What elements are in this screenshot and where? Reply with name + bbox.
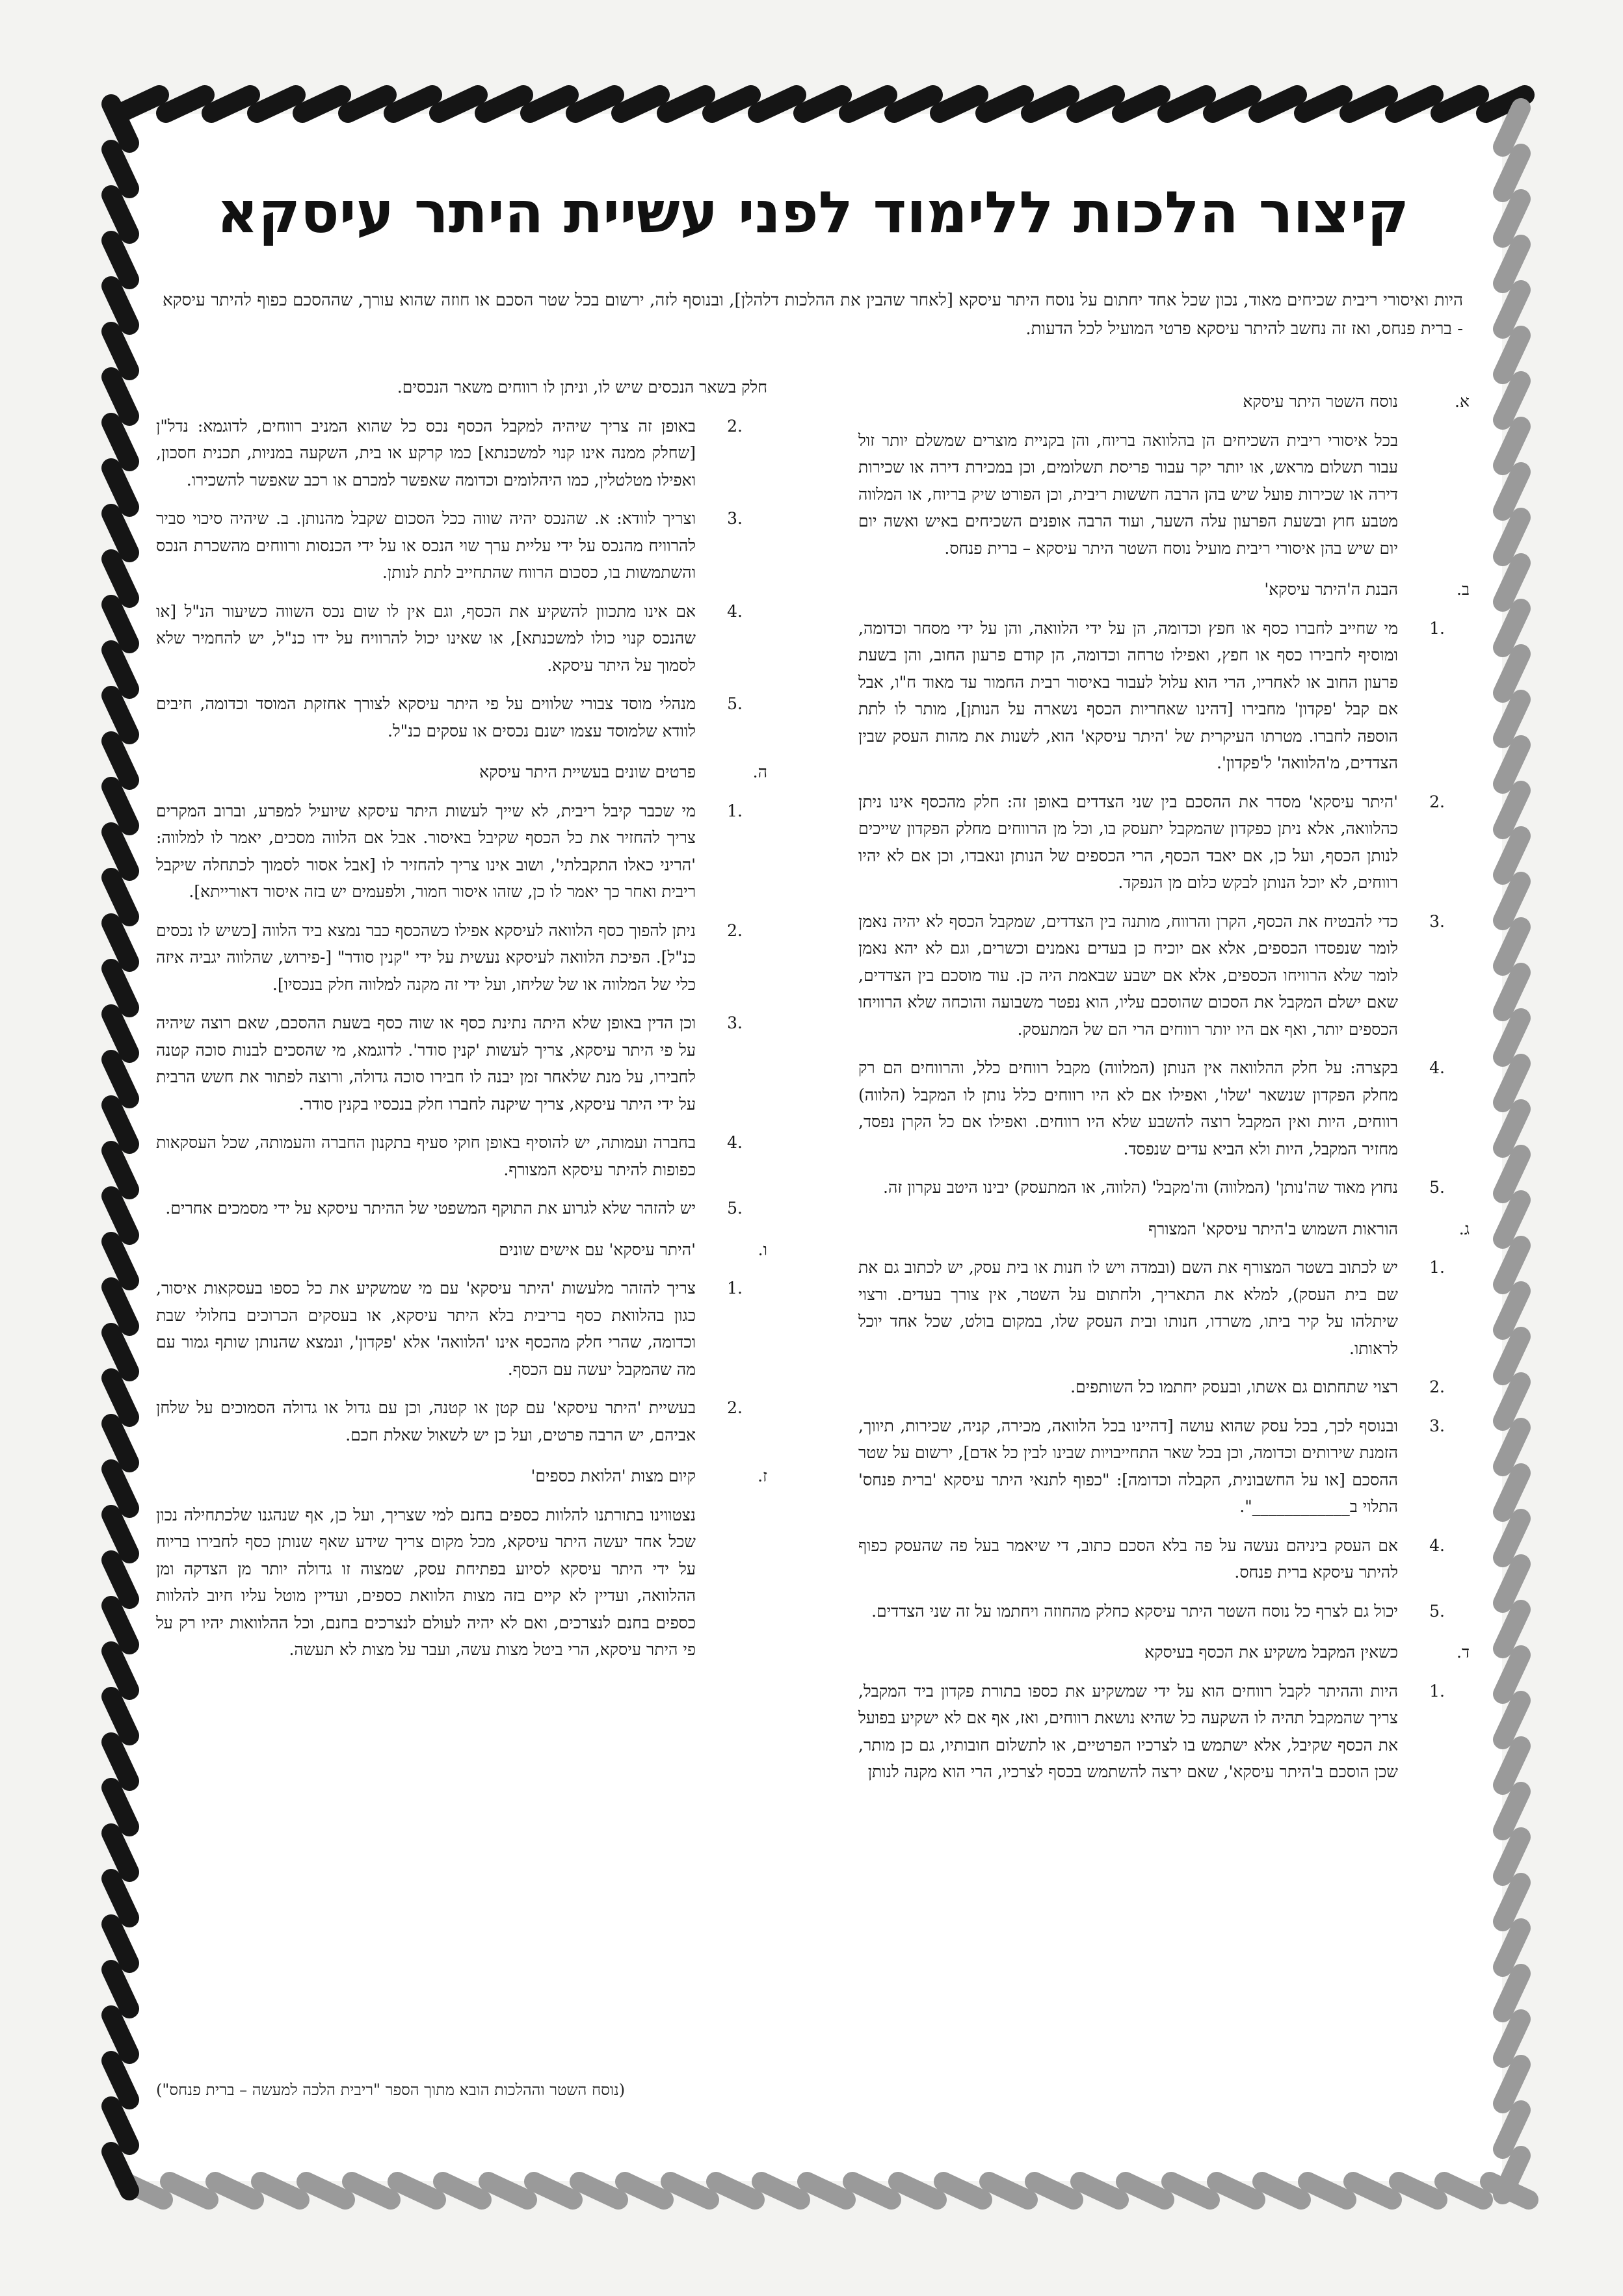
list-item: 2. באופן זה צריך שיהיה למקבל הכסף נכס כל שהוא המניב רווחים, לדוגמא: נדל"ן [שחלק ממנה אינו קנוי למשכנתא] כמו קרקע או בית, השקעה במניות, תכנית חסכון, ואפילו מטלטלין, כמו היהלומים וכדומה שאפשר למכרם או רכב שאפשר להשכירו. [156, 416, 743, 489]
list-item: 4. בחברה ועמותה, יש להוסיף באופן חוקי סעיף בתקנון החברה והעמותה, שכל העסקאות כפופות להיתר עיסקא המצורף. [156, 1133, 743, 1179]
rope-segment [1262, 2182, 1301, 2200]
rope-segment [484, 95, 523, 113]
rope-segment [111, 1378, 129, 1417]
section-letter: ז. [758, 1467, 767, 1485]
list-item: 4. אם העסק ביניהם נעשה על פה בלא הסכם כתוב, די שיאמר בעל פה שהעסק כפוף להיתר עיסקא ברית פנחס. [858, 1535, 1445, 1582]
rope-segment [1503, 381, 1521, 420]
rope-segment [439, 95, 478, 113]
rope-segment [1503, 199, 1521, 238]
rope-segment [1503, 1519, 1521, 1558]
list-item: 4. בקצרה: על חלק ההלוואה אין הנותן (המלווה) מקבל רווחים כלל, והרווחים הם רק מחלק הפקדון שנשאר 'שלו', ואפילו אם לא היו רווחים כלל נותן לו המקבל (הלווה) רווחים, היות ואין המקבל רוצה להשבע שלא היו רווחים. ואפילו אם כל הקרן נפסד, מחזיר המקבל, היות ולא הביא עדים שנפסד. [858, 1058, 1445, 1158]
rope-segment [1503, 472, 1521, 511]
rope-segment [1503, 290, 1521, 329]
rope-segment [111, 696, 129, 735]
rope-segment [1503, 790, 1521, 829]
page-title: קיצור הלכות ללימוד לפני עשיית היתר עיסקא [217, 179, 1409, 246]
rope-segment [1503, 1291, 1521, 1330]
rope-segment [1503, 1109, 1521, 1148]
rope-segment [111, 832, 129, 871]
rope-segment [1503, 1428, 1521, 1467]
list-item: 3. וצריך לוודא: א. שהנכס יהיה שווה ככל הסכום שקבל מהנותן. ב. שיהיה סיכוי סביר להרוויח מהנכס על ידי עליית ערך שוי הנכס או על ידי הכנסות ורווחים מהשכרת הנכס והשתמשות בו, כסכום הרווח שהתחייב לתת לנותן. [156, 509, 743, 582]
rope-segment [1031, 95, 1070, 113]
rope-segment [111, 1287, 129, 1326]
rope-segment [1503, 1701, 1521, 1740]
rope-segment [1304, 95, 1343, 113]
list-item: 1. מי שכבר קיבל ריבית, לא שייך לעשות היתר עיסקא שיועיל למפרע, וברוב המקרים צריך להחזיר את כל הכסף שקיבל באיסור. אבל אם הלווה מסכים, יאמר לו למלווה: 'הריני כאלו התקבלתי', ושוב אינו צריך להחזיר לו [אבל אסור לסמוך לכתחלה שיקבל ריבית ואחר כך יאמר לו כן, שזהו איסור חמור, ולפעמים יש בזה איסור דאורייתא]. [156, 801, 743, 901]
section-title: פרטים שונים בעשיית היתר עיסקא [479, 763, 696, 781]
rope-segment [898, 2182, 937, 2200]
list-item: 1. יש לכתוב בשטר המצורף את השם (ובמדה ויש לו חנות או בית עסק, יש לכתוב גם את שם בית העסק), למלא את התאריך, ולחתום על השטר, אין צורך בעדים. ורצוי שיתלהו על קיר ביתו, משרדו, חנותו ובית העסק שלו, במקום בולט, שכל אחד יוכל לראותו. [858, 1258, 1445, 1358]
rope-segment [1503, 654, 1521, 693]
rope-segment [1503, 927, 1521, 966]
rope-segment [1080, 2182, 1119, 2200]
rope-segment [111, 195, 129, 234]
list-item: 5. נחוץ מאוד שה'נותן' (המלווה) וה'מקבל' (הלווה, או המתעסק) יבינו היטב עקרון זה. [883, 1178, 1445, 1197]
rope-segment [1503, 1018, 1521, 1057]
list-item: 5. יש להזהר שלא לגרוע את התוקף המשפטי של ההיתר עיסקא על ידי מסמכים אחרים. [165, 1199, 743, 1218]
section-f [156, 1236, 767, 1449]
rope-segment [111, 1333, 129, 1372]
list-item: 5. יכול גם לצרף כל נוסח השטר היתר עיסקא כחלק מהחוזה ויחתמו על זה שני הצדדים. [871, 1601, 1445, 1621]
rope-segment [257, 95, 296, 113]
rope-segment [1444, 2182, 1483, 2200]
rope-segment [211, 95, 250, 113]
rope-segment [120, 95, 159, 113]
rope-segment [1349, 95, 1388, 113]
rope-segment [111, 605, 129, 644]
section-g [156, 1463, 767, 1663]
rope-segment [621, 95, 660, 113]
rope-segment [807, 2182, 846, 2200]
rope-segment [530, 95, 569, 113]
continuation-text: חלק בשאר הנכסים שיש לו, וניתן לו רווחים משאר הנכסים. [397, 378, 767, 397]
rope-segment [215, 2182, 254, 2200]
rope-segment [1503, 745, 1521, 784]
section-a [858, 388, 1470, 562]
section-e [156, 759, 767, 1222]
rope-segment [111, 787, 129, 826]
rope-segment [940, 95, 979, 113]
rope-segment [1353, 2182, 1392, 2200]
rope-segment [1503, 517, 1521, 556]
rope-segment [111, 1469, 129, 1508]
rope-segment [111, 2152, 129, 2191]
rope-segment [761, 2182, 800, 2200]
rope-segment [111, 241, 129, 280]
rope-segment [111, 1196, 129, 1235]
rope-segment [1503, 1564, 1521, 1603]
rope-segment [1503, 1746, 1521, 1785]
section-title: הבנת ה'היתר עיסקא' [1264, 580, 1398, 599]
rope-segment [989, 2182, 1028, 2200]
rope-segment [575, 95, 614, 113]
section-c [858, 1216, 1470, 1625]
section-letter: ב. [1457, 580, 1470, 599]
rope-segment [170, 2182, 209, 2200]
rope-segment [111, 286, 129, 325]
list-item: 1. היות וההיתר לקבל רווחים הוא על ידי שמשקיע את כספו בתורת פקדון ביד המקבל, צריך שהמקבל תהיה לו השקעה כל שהיא נושאת רווחים, ואז, אף אם לא ישקיע בפועל את הכסף שקיבל, אלא ישתמש בו לצרכיו הפרטיים, או לתשלום חובותיו, גם כן מותר, שכן הוסכם ב'היתר עיסקא', שאם ירצה להשתמש בכסף לצרכיו, הרי הוא מקנה לנותן [858, 1681, 1445, 1781]
section-title: 'היתר עיסקא' עם אישים שונים [499, 1240, 696, 1259]
rope-segment [348, 95, 387, 113]
rope-segment [1076, 95, 1115, 113]
rope-segment [1035, 2182, 1074, 2200]
rope-segment [1503, 1928, 1521, 1967]
rope-segment [111, 2106, 129, 2145]
rope-segment [111, 923, 129, 962]
rope-segment [1167, 95, 1206, 113]
list-item: 2. בעשיית 'היתר עיסקא' עם קטן או קטנה, וכן עם גדול או גדולה הסמוכים על שלחן אביהם, יש הרבה פרטים, ועל כן יש לשאול שאלת חכם. [156, 1398, 743, 1444]
rope-segment [1503, 1837, 1521, 1876]
list-item: 4. אם אינו מתכוון להשקיע את הכסף, וגם אין לו שום נכס השווה כשיעור הנ"ל [או שהנכס קנוי כולו למשכנתא], או שאינו יכול להרוויח על ידו כנ"ל, יש להחמיר שלא לסמוך על היתר עיסקא. [156, 601, 743, 675]
rope-segment [712, 95, 751, 113]
intro-paragraph: היות ואיסורי ריבית שכיחים מאוד, נכון שכל אחד יחתום על נוסח היתר עיסקא [לאחר שהבין את ההלכות דלהלן], ובנוסף לזה, ירשום בכל שטר הסכם או חוזה שהוא עורך, שההסכם כפוף להיתר עיסקא - ברית פנחס, ואז זה נחשב להיתר עיסקא פרטי המועיל לכל הדעות. [163, 291, 1463, 339]
list-item: 2. 'היתר עיסקא' מסדר את ההסכם בין שני הצדדים באופן זה: חלק מהכסף אינו ניתן כהלוואה, אלא ניתן כפקדון שהמקבל יתעסק בו, וכל מן הרווחים מחלק הפקדון שייכים לנותן הכסף, ועל כן, אם יאבד הכסף, הרי הכספים של הנותן ונאבדו, וכן אם לא יהיו רווחים, לא יוכל הנותן לבקש כלום מן הנפקד. [858, 792, 1445, 892]
rope-segment [111, 1424, 129, 1463]
rope-segment [1503, 244, 1521, 283]
section-body: בכל איסורי ריבית השכיחים הן בהלוואה בריוח, והן בקניית מוצרים שמשלם יותר זול עבור תשלום מראש, או יותר יקר עבור פריסת תשלומים, וכן במכירת דירה או שכירות דירה או שכירות פועל שיש בהן הרבה חששות ריבית, וכן הפורט שיק בריוח, או המלווה מטבע חוץ ובשעת הפרעון עלה השער, ועוד הרבה אופנים השכיחים באיש ואשה יום יום שיש בהן איסורי ריבית מועיל נוסח השטר היתר עיסקא – ברית פנחס. [858, 430, 1398, 558]
rope-segment [1503, 426, 1521, 465]
rope-segment [1503, 1246, 1521, 1285]
rope-segment [111, 2061, 129, 2100]
rope-segment [111, 1014, 129, 1053]
rope-segment [1503, 881, 1521, 920]
rope-segment [894, 95, 933, 113]
rope-segment [111, 468, 129, 507]
section-letter: ו. [758, 1240, 767, 1259]
rope-segment [943, 2182, 983, 2200]
rope-segment [393, 95, 432, 113]
rope-segment [1503, 1337, 1521, 1376]
list-item: 2. ניתן להפוך כסף הלוואה לעיסקא אפילו כשהכסף כבר נמצא ביד הלווה [כשיש לו נכסים כנ"ל]. הפיכת הלוואה לעיסקא נעשית על ידי "קנין סודר" [-פירוש, שהלווה יגביה איזה כלי של המלווה או של שליחו, ועל ידי זה מקנה למלווה חלק בנכסיו]. [156, 920, 743, 994]
rope-segment [111, 1833, 129, 1872]
section-title: נוסח השטר היתר עיסקא [1243, 392, 1398, 411]
rope-segment [1503, 836, 1521, 875]
section-d [858, 1639, 1470, 1786]
rope-segment [111, 1060, 129, 1099]
rope-segment [352, 2182, 391, 2200]
rope-segment [1503, 972, 1521, 1011]
rope-segment [111, 1924, 129, 1963]
section-letter: ה. [752, 763, 767, 781]
rope-segment [306, 2182, 345, 2200]
rope-segment [111, 1606, 129, 1645]
rope-segment [625, 2182, 664, 2200]
rope-segment [1503, 1610, 1521, 1649]
rope-segment [111, 377, 129, 416]
right-column [858, 374, 1470, 1786]
rope-segment [111, 1560, 129, 1599]
rope-segment [1171, 2182, 1210, 2200]
rope-segment [111, 1742, 129, 1781]
rope-segment [111, 559, 129, 598]
rope-segment [1122, 95, 1161, 113]
rope-segment [1503, 1655, 1521, 1694]
section-letter: א. [1455, 392, 1470, 411]
rope-segment [111, 1242, 129, 1281]
rope-segment [111, 1651, 129, 1690]
rope-segment [1213, 95, 1252, 113]
rope-segment [1503, 608, 1521, 647]
list-item: 1. צריך להזהר מלעשות 'היתר עיסקא' עם מי שמשקיע את כל כספו בעסקאות איסור, כגון בהלוואת כסף בריבית בלא היתר עיסקא, או בעסקים הכרוכים בחלולי שבת וכדומה, שהרי חלק מהכסף אינו 'הלוואה' אלא 'פקדון', ונמצא שהנותן שותף גמור עם מה שהמקבל יעשה עם הכסף. [156, 1279, 743, 1379]
rope-segment [1503, 1974, 1521, 2013]
rope-segment [1503, 1883, 1521, 1922]
rope-segment [111, 741, 129, 780]
rope-segment [758, 95, 797, 113]
rope-segment [1440, 95, 1479, 113]
rope-segment [1503, 1063, 1521, 1102]
rope-segment [1503, 1382, 1521, 1421]
rope-segment [1503, 1473, 1521, 1512]
rope-segment [111, 1879, 129, 1918]
rope-segment [111, 332, 129, 371]
rope-segment [716, 2182, 755, 2200]
section-letter: ד. [1457, 1643, 1470, 1662]
section-title: קיום מצות 'הלואת כספים' [531, 1467, 696, 1485]
rope-segment [111, 150, 129, 189]
rope-segment [302, 95, 341, 113]
rope-segment [534, 2182, 573, 2200]
rope-segment [1308, 2182, 1347, 2200]
rope-segment [443, 2182, 482, 2200]
rope-segment [852, 2182, 891, 2200]
rope-segment [985, 95, 1024, 113]
rope-segment [1258, 95, 1297, 113]
rope-segment [849, 95, 888, 113]
rope-segment [111, 969, 129, 1008]
rope-segment [666, 95, 706, 113]
rope-segment [488, 2182, 527, 2200]
list-item: 2. רצוי שתחתום גם אשתו, ובעסק יחתמו כל השותפים. [1070, 1377, 1445, 1396]
rope-segment [1503, 699, 1521, 738]
rope-segment [1503, 2110, 1521, 2149]
rope-segment [1503, 563, 1521, 602]
source-note: (נוסח השטר וההלכות הובא מתוך הספר "ריבית הלכה למעשה – ברית פנחס") [156, 2081, 626, 2099]
rope-segment [111, 1697, 129, 1736]
rope-segment [1126, 2182, 1165, 2200]
document-page [156, 140, 1470, 2161]
rope-segment [111, 423, 129, 462]
list-item: 3. כדי להבטיח את הכסף, הקרן והרווח, מותנה בין הצדדים, שמקבל הכסף לא יהיה נאמן לומר שנפסדו הכספים, אלא אם יוכיח כן בעדים נאמנים וכשרים, וגם לא יהא נאמן לומר שלא הרוויחו הכספים, אלא אם ישבע שבאמת היה כן. עוד מוסכם בין הצדדים, שאם ישלם המקבל את הסכום שהוסכם עליו, הוא נפטר משבועה והוכחה שלא הרוויחו הכספים יותר, ואף אם היו יותר רווחים הרי הם של המתעסק. [858, 911, 1445, 1039]
rope-segment [111, 1970, 129, 2009]
rope-segment [111, 650, 129, 689]
rope-segment [1399, 2182, 1438, 2200]
rope-segment [670, 2182, 709, 2200]
rope-segment [803, 95, 842, 113]
section-title: כשאין המקבל משקיע את הכסף בעיסקא [1144, 1643, 1398, 1662]
rope-segment [1503, 1155, 1521, 1194]
rope-segment [1395, 95, 1434, 113]
rope-segment [111, 1515, 129, 1554]
rope-segment [1503, 2065, 1521, 2104]
list-item: 3. ובנוסף לכך, בכל עסק שהוא עושה [דהיינו בכל הלוואה, מכירה, קניה, שכירות, תיווך, הזמנת שירותים וכדומה, וכן בכל שאר התחייבויות שבינו לבין כל אדם], ירשום על שטר ההסכם [או על החשבונית, הקבלה וכדומה]: "כפוף לתנאי היתר עיסקא 'ברית פנחס' התלוי ב____________". [858, 1416, 1445, 1516]
rope-segment [111, 1788, 129, 1827]
section-title: הוראות השמוש ב'היתר עיסקא' המצורף [1148, 1219, 1398, 1238]
rope-segment [166, 95, 205, 113]
rope-segment [111, 2015, 129, 2054]
list-item: נצטווינו בתורתנו להלוות כספים בחנם למי שצריך, ועל כן, אף שנהגנו שלכתחילה נכון שכל אחד יעשה היתר עיסקא, מכל מקום צריך שידע שאף שנותן כסף לחבירו בריוח על ידי היתר עיסקא לסיוע בפתיחת עסק, שמצוה זו גדולה יותר מן הצדקה ומן ההלוואה, ועדיין לא קיים בזה מצות הלוואת כספים, ועדיין מוטל עליו חיוב להלוות כספים בחנם לנצרכים, ואם לא יהיה לעולם לנצרכים בחנם, וכל ההלוואות יהיו רק על פי היתר עיסקא, הרי ביטל מצות עשה, ועבר על מצות לא תעשה. [156, 1505, 696, 1659]
rope-segment [1217, 2182, 1256, 2200]
rope-segment [1503, 153, 1521, 192]
rope-segment [1503, 2019, 1521, 2058]
list-item: 5. מנהלי מוסד צבורי שלווים על פי היתר עיסקא לצורך אחזקת המוסד וכדומה, חיבים לוודא שלמוסד עצמו ישנם נכסים או עסקים כנ"ל. [156, 694, 743, 740]
rope-segment [579, 2182, 618, 2200]
rope-segment [111, 1105, 129, 1144]
section-letter: ג. [1458, 1219, 1470, 1238]
rope-segment [1503, 1792, 1521, 1831]
rope-segment [397, 2182, 436, 2200]
section-b [858, 576, 1470, 1201]
rope-segment [111, 1151, 129, 1190]
list-item: 1. מי שחייב לחברו כסף או חפץ וכדומה, הן על ידי הלוואה, והן על ידי מסחר וכדומה, ומוסיף לחבירו כסף או חפץ, ואפילו טרחה וכדומה, הן קודם פרעון החוב, והן בשעת פרעון החוב או לאחריו, הרי הוא עלול לעבור באיסור רבית החמור עד מאוד ח"ו, אבל אם קבל 'פקדון' מחבירו [דהינו שאחריות הכסף נשארה על הנותן], מותר לו לתת הוספה לחברו. מטרתו העיקרית של 'היתר עיסקא' הוא, לשנות את מהות העסק שבין הצדדים, מ'הלוואה' ל'פקדון'. [858, 618, 1445, 772]
rope-segment [261, 2182, 300, 2200]
list-item: 3. וכן הדין באופן שלא היתה נתינת כסף או שוה כסף בשעת ההסכם, שאם רוצה שיהיה על פי היתר עיסקא, צריך לעשות 'קנין סודר'. לדוגמא, מי שהסכים לבנות סוכה קטנה לחבירו, על מנת שלאחר זמן יבנה לו חבירו סוכה גדולה, ורוצה לפתור את חשש הרבית על ידי היתר עיסקא, צריך שיקנה לחברו חלק בנכסיו בקנין סודר. [156, 1013, 743, 1114]
rope-segment [1503, 335, 1521, 374]
left-column [156, 374, 767, 1663]
rope-segment [111, 514, 129, 553]
rope-segment [111, 878, 129, 917]
rope-segment [1503, 1200, 1521, 1239]
